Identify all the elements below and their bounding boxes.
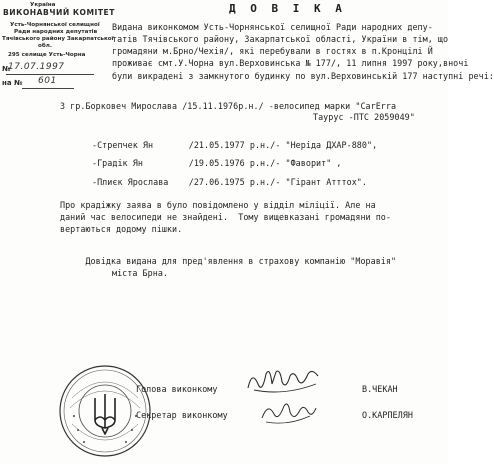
body-line: татів Тячівського району, Закарпатської області, України в тім, що [112, 34, 449, 44]
body-line: Довідка видана для пред'явлення в страхову компанію "Моравія" [60, 256, 397, 266]
stamp-committee: ВИКОНАВЧИЙ КОМІТЕТ [3, 8, 115, 17]
body-line: Видана виконкомом Усть-Чорнянської селищної Ради народних депу- [112, 22, 433, 32]
body-line: громадяни м.Брно/Чехія/, які перебували в гостях в п.Кронцілі Й [112, 46, 433, 56]
stamp-address: 295 селище Усть-Чорна [8, 52, 86, 58]
body-line: були викрадені з замкнутого будинку по вул.Верховинській 177 наступні речі: [112, 71, 494, 81]
document-title: Д О В І К А [229, 2, 346, 15]
number-underline [22, 88, 74, 89]
trident-icon [95, 394, 115, 434]
date-underline [6, 74, 94, 75]
body-line: вертаються додому пішки. [60, 224, 183, 234]
stamp-handwritten-date: 17.07.1997 [8, 62, 65, 72]
signature-secretary [258, 400, 318, 426]
stamp-region: обл. [38, 43, 52, 49]
body-line: проживає смт.У.Чорна вул.Верховинська № 177/, 11 липня 1997 року,вночі [112, 58, 469, 68]
signatory-role-chair: Голова виконкому [136, 384, 218, 394]
list-item: -Плиєк Ярослава /27.06.1975 р.н./- "Гірант Атттох". [92, 177, 367, 187]
stamp-handwritten-number: 601 [38, 76, 57, 86]
stamp-district: Тячівського району Закарпатської [2, 36, 114, 42]
body-line: даний час велосипеди не знайдені. Тому вищевказані громадяни по- [60, 212, 391, 222]
body-line: міста Брна. [112, 268, 169, 278]
body-line: Про крадіжку заява в було повідомлено у відділ міліції. Але на [60, 200, 376, 210]
signatory-name-chair: В.ЧЕКАН [362, 384, 398, 394]
stamp-deputies: Ради народних депутатів [14, 29, 98, 35]
stamp-date-prefix: № [2, 65, 11, 73]
list-item-lead-cont: Taypyc -ПТС 2059049" [313, 112, 415, 122]
signatory-name-secretary: О.КАРПЕЛЯН [362, 410, 413, 420]
list-item-lead: З гр.Борковеч Мирослава /15.11.1976р.н./ -велосипед марки "CarErra [60, 101, 397, 111]
signatory-role-secretary: Секретар виконкому [136, 410, 228, 420]
stamp-country: Україна [30, 2, 56, 8]
stamp-council: Усть-Чорнянської селищної [10, 22, 100, 28]
signature-chair [244, 366, 324, 396]
list-item: -Стрепчек Ян /21.05.1977 р.н./- "Неріда ДХАР-880", [92, 140, 378, 150]
list-item: -Градік Ян /19.05.1976 р.н./- "Фаворит" , [92, 158, 342, 168]
stamp-number-prefix: на № [2, 79, 23, 87]
